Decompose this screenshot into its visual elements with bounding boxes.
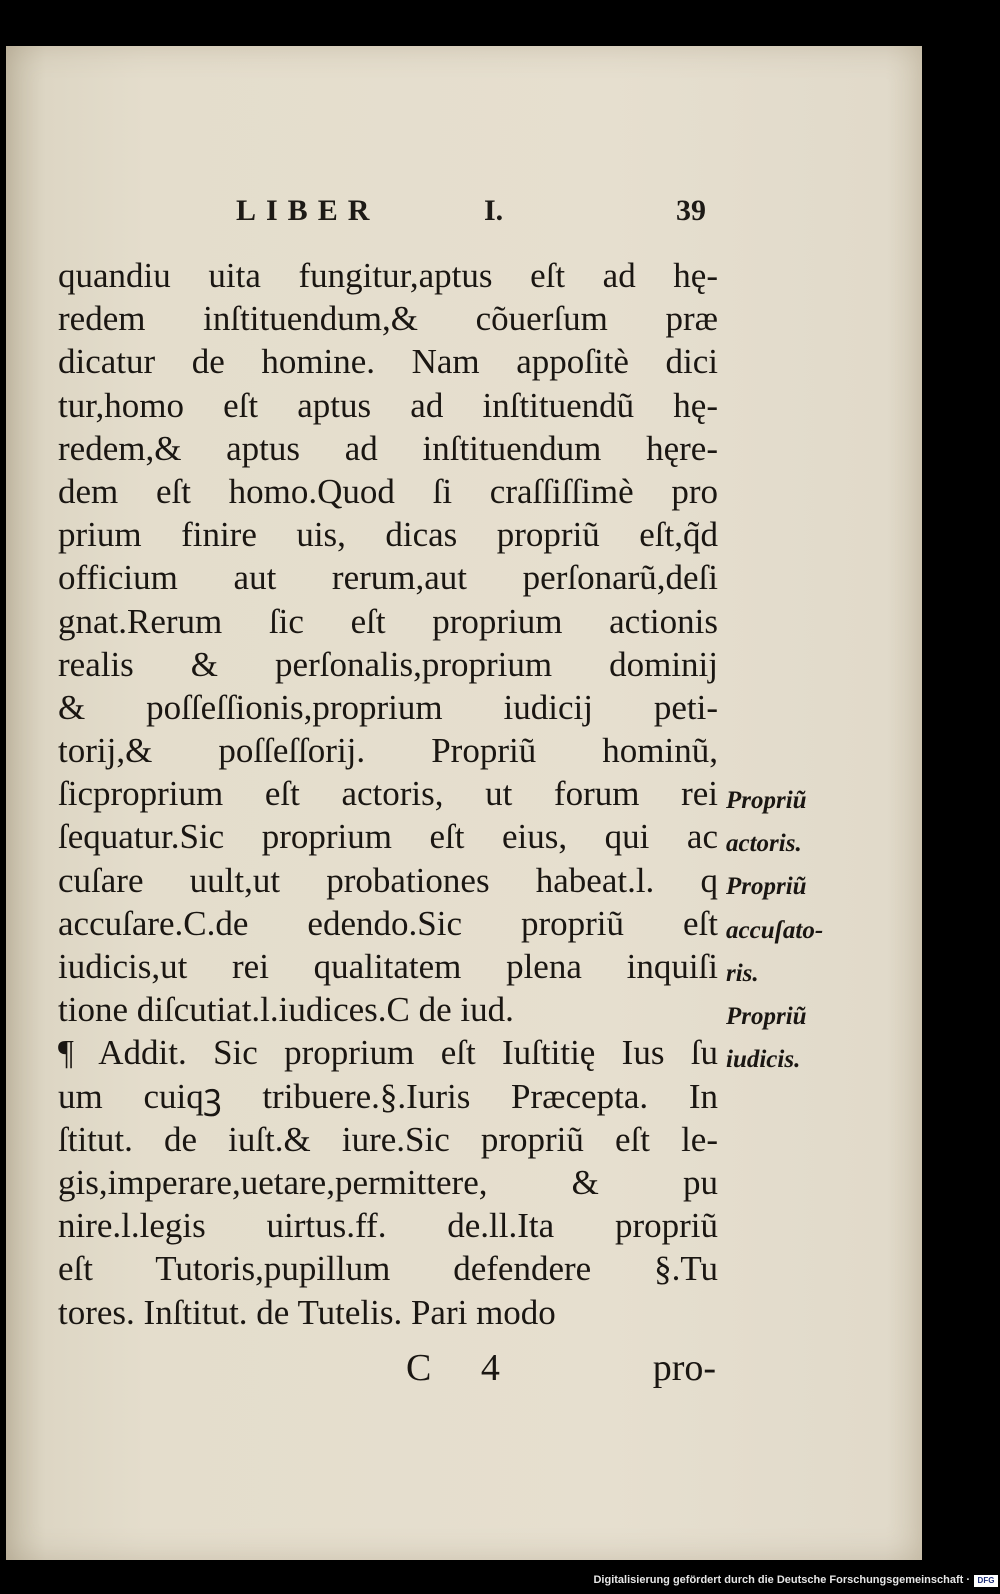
running-header [226, 194, 716, 234]
text-line: cuſare uult,ut probationes habeat.l. q [58, 860, 718, 900]
page-footer [406, 1346, 716, 1396]
funding-credit: Digitalisierung gefördert durch die Deutsche Forschungsgemeinschaft · [593, 1574, 970, 1586]
text-line: tur,homo eſt aptus ad inſtituendũ hę- [58, 385, 718, 425]
text-line: ſicproprium eſt actoris, ut forum rei [58, 774, 718, 814]
text-line: gnat.Rerum ſic eſt proprium actionis [58, 601, 718, 641]
marginal-note: ris. [726, 959, 759, 987]
marginal-note: accuſato- [726, 916, 824, 944]
text-line: tione diſcutiat.l.iudices.C de iud. [58, 990, 514, 1030]
marginal-notes [726, 779, 926, 1081]
running-title: LIBER [236, 194, 380, 227]
marginal-note: Propriũ [726, 1002, 807, 1030]
text-line: & poſſeſſionis,proprium iudicij peti- [58, 687, 718, 727]
catchword: pro- [652, 1347, 716, 1389]
text-line: dicatur de homine. Nam appoſitè dici [58, 342, 718, 382]
text-line: ¶ Addit. Sic proprium eſt Iuſtitię Ius ſu [58, 1033, 718, 1073]
text-line: iudicis,ut rei qualitatem plena inquiſi [58, 947, 718, 986]
text-line: gis,imperare,uetare,permittere, & pu [58, 1162, 718, 1202]
marginal-note: actoris. [726, 830, 802, 858]
marginal-note: Propriũ [726, 873, 807, 901]
text-line: nire.l.legis uirtus.ff. de.ll.Ita propriũ [58, 1206, 718, 1246]
page-number: 39 [676, 194, 706, 227]
text-line: torij,& poſſeſſorij. Propriũ hominũ, [58, 731, 718, 771]
signature-mark: C 4 [406, 1347, 520, 1389]
text-line: dem eſt homo.Quod ſi craſſiſſimè pro [58, 471, 718, 511]
book-number: I. [484, 194, 504, 227]
text-line: accuſare.C.de edendo.Sic propriũ eſt [58, 903, 718, 943]
text-line: redem,& aptus ad inſtituendum hęre- [58, 428, 718, 468]
book-page [6, 46, 922, 1560]
text-line: um cuiqꝫ tribuere.§.Iuris Præcepta. In [58, 1076, 718, 1116]
text-line: quandiu uita fungitur,aptus eſt ad hę- [58, 256, 718, 295]
main-text-block [58, 254, 718, 1334]
dfg-logo: DFG [974, 1575, 998, 1587]
text-line: tores. Inſtitut. de Tutelis. Pari modo [58, 1292, 556, 1332]
marginal-note: Propriũ [726, 787, 807, 814]
text-line: redem inſtituendum,& cõuerſum præ [58, 299, 718, 339]
marginal-note: iudicis. [726, 1046, 801, 1074]
text-line: eſt Tutoris,pupillum defendere §.Tu [58, 1249, 718, 1289]
text-line: prium finire uis, dicas propriũ eſt,q̃d [58, 515, 718, 555]
text-line: officium aut rerum,aut perſonarũ,deſi [58, 558, 718, 598]
text-line: ſequatur.Sic proprium eſt eius, qui ac [58, 817, 718, 857]
text-line: ſtitut. de iuſt.& iure.Sic propriũ eſt le- [58, 1119, 718, 1159]
text-line: realis & perſonalis,proprium dominij [58, 644, 718, 684]
